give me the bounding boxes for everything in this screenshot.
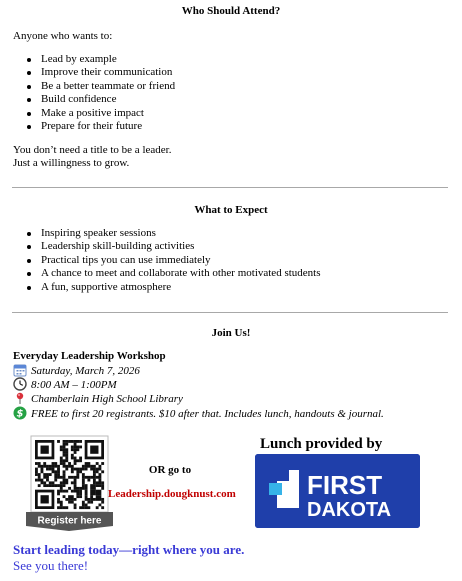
register-qr-code[interactable] <box>25 434 114 532</box>
what-to-expect-heading: What to Expect <box>194 204 268 216</box>
dollar-icon <box>13 406 27 420</box>
list-item: A chance to meet and collaborate with other motivated students <box>13 267 321 280</box>
event-name: Everyday Leadership Workshop <box>13 350 166 362</box>
list-item: Practical tips you can use immediately <box>13 254 321 267</box>
list-item: Build confidence <box>13 93 175 106</box>
event-location-text: Chamberlain High School Library <box>31 393 183 405</box>
logo-line2: DAKOTA <box>307 499 392 521</box>
or-go-to-text: OR go to <box>148 464 192 476</box>
event-date <box>13 364 140 378</box>
list-item: Lead by example <box>13 53 175 66</box>
list-item: Be a better teammate or friend <box>13 80 175 93</box>
clock-icon <box>13 377 27 391</box>
attend-list <box>13 53 175 133</box>
closing-line2: See you there! <box>13 558 89 573</box>
closing-line1: Start leading today—right where you are. <box>13 542 245 557</box>
who-should-attend-heading: Who Should Attend? <box>181 5 281 17</box>
list-item: Inspiring speaker sessions <box>13 227 321 240</box>
divider <box>12 187 448 188</box>
logo-line1: FIRST <box>307 470 383 500</box>
event-cost-text: FREE to first 20 registrants. $10 after that. Includes lunch, handouts & journal. <box>31 408 384 420</box>
map-pin-icon <box>13 391 27 405</box>
list-item: Prepare for their future <box>13 120 175 133</box>
calendar-icon <box>13 363 27 377</box>
event-date-text: Saturday, March 7, 2026 <box>31 365 140 377</box>
attend-note-line2: Just a willingness to grow. <box>13 157 130 169</box>
first-dakota-logo <box>255 454 420 528</box>
divider <box>12 312 448 313</box>
event-cost <box>13 407 384 421</box>
join-us-heading: Join Us! <box>211 327 251 339</box>
svg-text:$: $ <box>16 409 24 421</box>
event-location <box>13 392 183 406</box>
list-item: Leadership skill-building activities <box>13 240 321 253</box>
lunch-provided-label: Lunch provided by <box>260 436 383 452</box>
attend-intro: Anyone who wants to: <box>13 30 113 42</box>
event-time <box>13 378 117 392</box>
list-item: A fun, supportive atmosphere <box>13 281 321 294</box>
list-item: Improve their communication <box>13 66 175 79</box>
registration-link[interactable]: Leadership.dougknust.com <box>108 488 236 500</box>
expect-list <box>13 227 321 294</box>
qr-caption: Register here <box>37 515 102 527</box>
attend-note-line1: You don’t need a title to be a leader. <box>13 144 172 156</box>
list-item: Make a positive impact <box>13 107 175 120</box>
event-time-text: 8:00 AM – 1:00PM <box>31 379 117 391</box>
